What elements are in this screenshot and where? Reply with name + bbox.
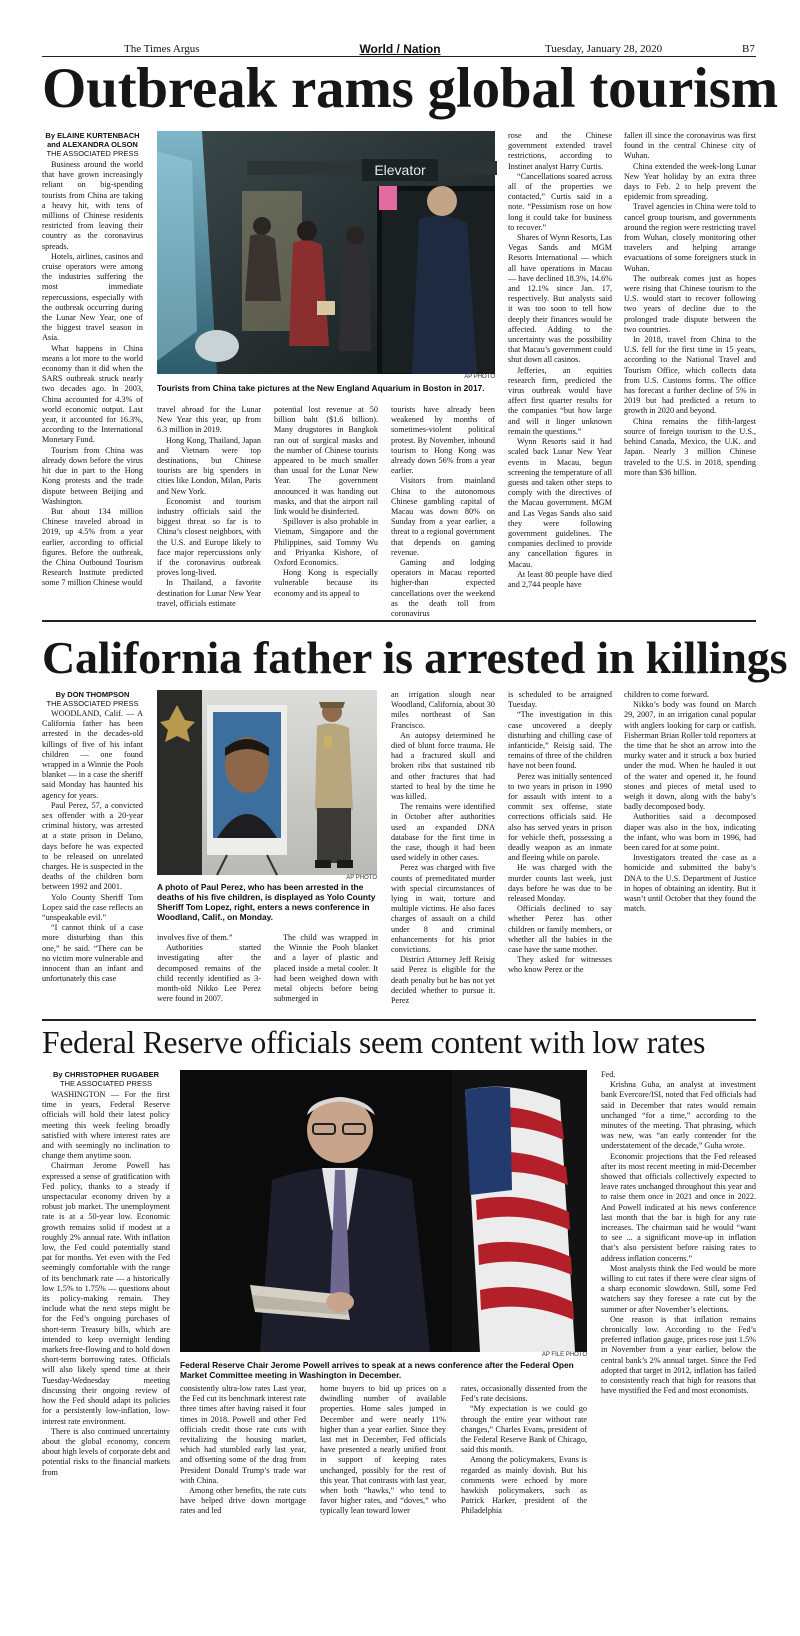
story-column <box>180 1384 306 1622</box>
paragraph: WASHINGTON — For the first time in years, Federal Reserve officials will hold their latest policy meeting this week feeling broadly satisfied with where interest rates are and with seemingly no inclination to change them anytime soon. <box>42 1090 170 1161</box>
byline-tourism <box>42 131 143 159</box>
paragraph: What happens in China means a lot more to the world economy than it did when the SARS outbreak struck nearly two decades ago. In 2003, China accounted for 4.3% of world economic output. Last year, it accounted for 16.3%, according to the International Monetary Fund. <box>42 343 143 445</box>
byline-line: By CHRISTOPHER RUGABER <box>52 1070 160 1079</box>
paragraph: children to come forward. <box>624 690 710 699</box>
paragraph: “My expectation is we could go through the entire year without rate changes,” Charles Evans, president of the Federal Reserve Bank of Chicago, said this month. <box>461 1404 587 1455</box>
paragraph: Shares of Wynn Resorts, Las Vegas Sands and MGM Resorts International — which all have operations in Macau — have declined 18.3%, 14.6% and 12.1% since Jan. 17, respectively. But analysts said it was too soon to tell how deeply their finances would be affected. Adding to the uncertainty was the possibility that Macau’s government could shut down all casinos. <box>508 233 612 365</box>
paragraph: Travel agencies in China were told to cancel group tourism, and governments around the region were restricting travel from Wuhan, closely monitoring other travelers and helping arrange evacuations of some foreigners stuck in Wuhan. <box>624 202 756 273</box>
paragraph: In 2018, travel from China to the U.S. fell for the first time in 15 years, according to the National Travel and Tourism Office, which collects data from U.S. Customs forms. The office has forecast a further decline of 5% in 2019 but had predicted a return to growth in 2020 and beyond. <box>624 335 756 416</box>
photo-caption: Tourists from China take pictures at the New England Aquarium in Boston in 2017. <box>157 383 485 393</box>
agency-name: THE ASSOCIATED PRESS <box>46 699 139 708</box>
paragraph: Among the policymakers, Evans is regarded as mainly dovish. But his comments were echoed by more hawkish policymakers, such as Patrick Harker, president of the Philadelphia <box>461 1455 587 1516</box>
paragraph: Wynn Resorts said it had scaled back Lunar New Year events in Macau, begun screening the temperature of all guests and taken other steps to comply with the directives of the Macau government. MGM and Las Vegas Sands also said they were following government guidelines. The companies declined to provide any cancellation figures in Macau. <box>508 437 612 569</box>
photo-aquarium <box>157 131 495 374</box>
paragraph: Yolo County Sheriff Tom Lopez said the case reflects an “unspeakable evil.” <box>42 892 143 923</box>
paragraph: An autopsy determined he died of blunt force trauma. He had a fractured skull and broken ribs that sustained rib and other fractures that had started to heal by the time he was killed. <box>391 730 495 802</box>
agency-name: THE ASSOCIATED PRESS <box>60 1079 152 1088</box>
photo-credit: AP FILE PHOTO <box>541 1352 587 1358</box>
paragraph: travel abroad for the Lunar New Year this year, up from 6.3 million in 2019. <box>157 405 261 435</box>
paragraph: Hong Kong is especially vulnerable because its economy and its appeal to <box>274 568 378 598</box>
paragraph: potential lost revenue at 50 billion baht ($1.6 billion). Many drugstores in Bangkok ran out of surgical masks and the number of Chinese tourists appeared to be much smaller than usual for the Lunar New Year. The government announced it was handing out masks, and that the airport rail link would be disinfected. <box>274 405 378 517</box>
paragraph: Spillover is also probable in Vietnam, Singapore and the Philippines, said Tommy Wu and Priyanka Kishore, of Oxford Economics. <box>274 517 378 568</box>
paragraph: Perez was initially sentenced to two years in prison in 1990 for assault with intent to a commit sex offense, state corrections officials said. He also has served years in prison for vehicle theft, possessing a deadly weapon as an inmate and fleeing while on parole. <box>508 771 612 863</box>
photo-credit: AP PHOTO <box>464 374 495 380</box>
paragraph: Perez was charged with five counts of premeditated murder with special circumstances of lying in wait, torture and multiple victims. He also faces charges of assault on a child under 8 and criminal enhancements for his prior convictions. <box>391 863 495 955</box>
byline-line: By ELAINE KURTENBACH <box>45 131 140 140</box>
photo-news-conference <box>157 690 377 875</box>
byline-killings <box>42 690 143 709</box>
elevator-sign: Elevator <box>374 162 426 178</box>
paragraph: Among other benefits, the rate cuts have helped drive down mortgage rates and led <box>180 1486 306 1516</box>
page-number: B7 <box>742 43 755 55</box>
paragraph: is scheduled to be arraigned Tuesday. <box>508 690 612 710</box>
paragraph: China remains the fifth-largest source of foreign tourism to the U.S., behind Canada, Mexico, the U.K. and Japan. Nearly 3 million Chinese traveled to the U.S. in 2018, spending more than $36 billion. <box>624 416 756 477</box>
paragraph: home buyers to bid up prices on a dwindling number of available properties. Home sales jumped in December and were nearly 11% higher than a year earlier. Since they last met in December, Fed officials have presented a nearly unified front in support of keeping rates unchanged, possibly for the rest of this year. That contrasts with last year, when both “hawks,” who tend to favor higher rates, and “doves,” who typically lean toward lower <box>320 1384 446 1516</box>
paragraph: Tourism from China was already down before the virus hit due in part to the Hong Kong protests and the trade dispute between Beijing and Washington. <box>42 445 143 506</box>
paragraph: They asked for witnesses who know Perez or the <box>508 955 612 975</box>
story-column <box>508 131 612 605</box>
paragraph: Chairman Jerome Powell has expressed a sense of gratification with Fed policy, thanks to a steady if unspectacular economy driven by a robust job market. The unemployment rate is at a 50-year low. Economic growth remains solid if modest at a roughly 2% annual rate. With inflation low, the Fed could potentially stand pat for months. Yet even with the Fed seemingly comfortable with the range of its benchmark rate — a historically low 1.5% to 1.75% — questions about its policy-making remain. They include what the next steps might be for the Fed’s ongoing purchases of short-term Treasury bills, which are intended to keep overnight lending markets free-flowing and to hold down short-term borrowing rates. Officials will also likely spend time at their Tuesday-Wednesday meeting discussing their ongoing review of how the Fed should adapt its policies for a persistently low-inflation, low-interest rate environment. <box>42 1161 171 1426</box>
byline-line: and ALEXANDRA OLSON <box>47 140 138 149</box>
paragraph: an irrigation slough near Woodland, California, about 30 miles northeast of San Francisco. <box>391 690 495 730</box>
paragraph: rose and the Chinese government extended travel restrictions, according to Instinet analyst Harry Curtis. <box>508 131 612 171</box>
paragraph: Investigators treated the case as a homicide and submitted the baby’s DNA to the U.S. Department of Justice in hopes of obtaining an identity. But it wasn’t until October that they found the match. <box>624 853 756 914</box>
paragraph: Nikko’s body was found on March 29, 2007, in an irrigation canal popular with anglers looking for carp or catfish. Fisherman Brian Roller told reporters at the time that he shot an arrow into the murky water and it struck a box buried under the mud. When he hauled it out of the water and opened it, he found stones and pieces of metal used to weigh it down, along with the baby’s badly decomposed body. <box>624 700 756 812</box>
paragraph: Jefferies, an equities research firm, predicted the virus outbreak would have affect first quarter results for the companies “but how large and will it linger unknown remain the questions.” <box>508 365 612 436</box>
paragraph: consistently ultra-low rates Last year, the Fed cut its benchmark interest rate three times after having raised it four times in 2018. Powell and other Fed officials credit those rate cuts with revitalizing the housing market, which had stumbled early last year, and offsetting some of the drag from President Donald Trump’s trade war with China. <box>180 1384 306 1485</box>
paragraph: WOODLAND, Calif. — A California father has been arrested in the decades-old killings of five of his infant children — one found wrapped in a Winnie the Pooh blanket — in a case the sheriff said Monday has haunted his agency for years. <box>42 709 143 800</box>
story-column <box>274 405 378 605</box>
paragraph: Visitors from mainland China to the autonomous Chinese gambling capital of Macau was down 80% on Sunday from a year earlier, a threat to a regional government that depends on gaming revenue. <box>391 476 495 557</box>
paragraph: There is also continued uncertainty about the global economy, concern about high levels of corporate debt and potential risks to the financial markets from <box>42 1426 170 1477</box>
photo-powell <box>180 1070 587 1352</box>
section-label: World / Nation <box>359 42 441 56</box>
story-column <box>391 405 495 619</box>
paragraph: District Attorney Jeff Reisig said Perez is eligible for the death penalty but he has not yet decided whether to pursue it. Perez <box>391 955 495 1006</box>
paragraph: rates, occasionally dissented from the Fed’s rate decisions. <box>461 1384 587 1404</box>
paragraph: He was charged with the murder counts last week, just days before he was due to be released Monday. <box>508 863 612 904</box>
story-column <box>320 1384 446 1622</box>
story-column <box>42 1090 170 1622</box>
story-column <box>508 690 612 1004</box>
issue-date: Tuesday, January 28, 2020 <box>545 43 663 55</box>
paragraph: Most analysts think the Fed would be more willing to cut rates if there were clear signs of a sharp economic slowdown. Still, some Fed watchers say they foresee a rate cut by the summer or after November’s elections. <box>601 1263 756 1314</box>
paragraph: The outbreak comes just as hopes were rising that Chinese tourism to the U.S. would start to recover following two years of decline due to the prolonged trade dispute between the two countries. <box>624 273 756 334</box>
agency-name: THE ASSOCIATED PRESS <box>46 149 139 158</box>
flag <box>465 1087 575 1352</box>
paragraph: Officials declined to say whether Perez has other children or family members, or whether all the babies in the case have the same mother. <box>508 904 612 955</box>
paragraph: Business around the world that have grown increasingly reliant on big-spending tourists from China are taking a heavy hit, with tens of millions of Chinese residents restricted from leaving their country as the coronavirus spreads. <box>42 160 143 251</box>
photo-credit: AP PHOTO <box>346 875 377 881</box>
story-column <box>42 160 143 605</box>
story-column <box>391 690 495 1004</box>
paragraph: tourists have already been weakened by months of sometimes-violent political protest. By November, inbound tourism to Hong Kong was already down 56% from a year earlier. <box>391 405 495 476</box>
paragraph: In Thailand, a favorite destination for Lunar New Year travel, officials estimate <box>157 578 261 608</box>
byline-line: By DON THOMPSON <box>55 690 130 699</box>
photo-caption: Federal Reserve Chair Jerome Powell arrives to speak at a news conference after the Federal Open Market Committee meeting in Washington in December. <box>180 1360 574 1380</box>
paragraph: Authorities said a decomposed diaper was also in the box, indicating the infant, who was born in 1996, had been cared for at some point. <box>624 812 756 853</box>
headline-fed: Federal Reserve officials seem content with low rates <box>42 1025 706 1060</box>
story-column <box>42 709 143 1004</box>
photo-caption: A photo of Paul Perez, who has been arrested in the deaths of his five children, is displayed as Yolo County Sheriff Tom Lopez, right, enters a news conference in Woodland, Calif., on Monday. <box>157 882 376 922</box>
byline-fed <box>42 1070 170 1089</box>
story-column <box>157 933 261 1004</box>
paragraph: Authorities started investigating after the decomposed remains of the child recently identified as 3-month-old Nikko Lee Perez were found in 2007. <box>157 943 261 1004</box>
paragraph: fallen ill since the coronavirus was first found in the central Chinese city of Wuhan. <box>624 131 756 161</box>
story-column <box>624 690 756 1004</box>
paragraph: Economic projections that the Fed released after its most recent meeting in mid-December showed that officials collectively expected to leave rates unchanged throughout this year and to raise them once in 2021 and once in 2022. And Powell indicated at his news conference last month that the bar is high for any rate increases. The chairman said he would “want to see ... a significant move-up in inflation that’s also persistent before raising rates to address inflation concerns.” <box>601 1151 756 1263</box>
story-column <box>624 131 756 605</box>
paragraph: Hotels, airlines, casinos and cruise operators were among the industries suffering the most immediate repercussions, especially with the outbreak occurring during the Lunar New Year, one of the biggest travel season in Asia. <box>42 251 143 343</box>
story-column <box>601 1070 756 1622</box>
paragraph: “Cancellations soared across all of the properties we contacted,” Curtis said in a note. “Pessimism rose on how long it could take for business to recover.” <box>508 171 612 232</box>
story-divider <box>42 620 756 622</box>
paragraph: But about 134 million Chinese traveled abroad in 2019, up 4.5% from a year earlier, according to official figures. Before the outbreak, the China Outbound Tourism Research Institute predicted some 7 million Chinese would <box>42 506 143 588</box>
paragraph: Gaming and lodging operators in Macau reported higher-than expected cancellations over the weekend as the death toll from coronavirus <box>391 558 495 619</box>
paragraph: The remains were identified in October after authorities used an expanded DNA database for the first time in the case, though it had been used widely in other cases. <box>391 802 495 863</box>
story-column <box>274 933 378 1004</box>
paragraph: At least 80 people have died and 2,744 people have <box>508 569 612 589</box>
paragraph: “The investigation in this case uncovered a deeply disturbing and chilling case of infanticide,” Reisig said. The remains of three of the children have not been found. <box>508 710 612 771</box>
paragraph: Paul Perez, 57, a convicted sex offender with a 20-year criminal history, was arrested at a state prison in Delano, days before he was expected to be released on unrelated charges. He is suspected in the deaths of the children born between 1992 and 2001. <box>42 800 143 892</box>
newspaper-name: The Times Argus <box>124 43 200 55</box>
story-column <box>157 405 261 608</box>
story-column <box>461 1384 587 1622</box>
paragraph: Hong Kong, Thailand, Japan and Vietnam were top destinations, but Chinese tourists are big spenders in cities like London, Milan, Paris and New York. <box>157 435 261 496</box>
paragraph: One reason is that inflation remains chronically low. According to the Fed’s preferred inflation gauge, prices rose just 1.5% in November from a year earlier, below the central bank’s 2% annual target. Since the Fed adopted that target in 2012, inflation has failed to consistently reach that high for reasons that have mystified the Fed and most economists. <box>601 1314 756 1396</box>
story-divider <box>42 1019 756 1021</box>
paragraph: “I cannot think of a case more disturbing than this one,” he said. “There can be no victim more vulnerable and innocent than an infant and unfortunately this case <box>42 923 143 984</box>
headline-killings: California father is arrested in killings <box>42 632 788 683</box>
paragraph: Fed. <box>601 1070 616 1079</box>
paragraph: The child was wrapped in the Winnie the Pooh blanket and a layer of plastic and placed inside a metal cooler. It had been weighed down with metal objects before being submerged in <box>274 933 378 1004</box>
paragraph: Economist and tourism industry officials said the biggest threat so far is to China’s closest neighbors, with the U.S. and Europe likely to face major repercussions only if the coronavirus outbreak proves long-lived. <box>157 496 261 578</box>
paragraph: involves five of them.” <box>157 933 233 942</box>
paragraph: China extended the week-long Lunar New Year holiday by an extra three days to Feb. 2 to help prevent the epidemic from spreading. <box>624 161 756 202</box>
headline-tourism: Outbreak rams global tourism <box>42 57 778 120</box>
paragraph: Krishna Guha, an analyst at investment bank Evercore/ISI, noted that Fed officials had said in December that rates would remain unchanged “for a time,” according to the minutes of the meeting. That phrasing, which was new, was “an early contender for the understatement of the decade,” Guha wrote. <box>601 1080 756 1151</box>
